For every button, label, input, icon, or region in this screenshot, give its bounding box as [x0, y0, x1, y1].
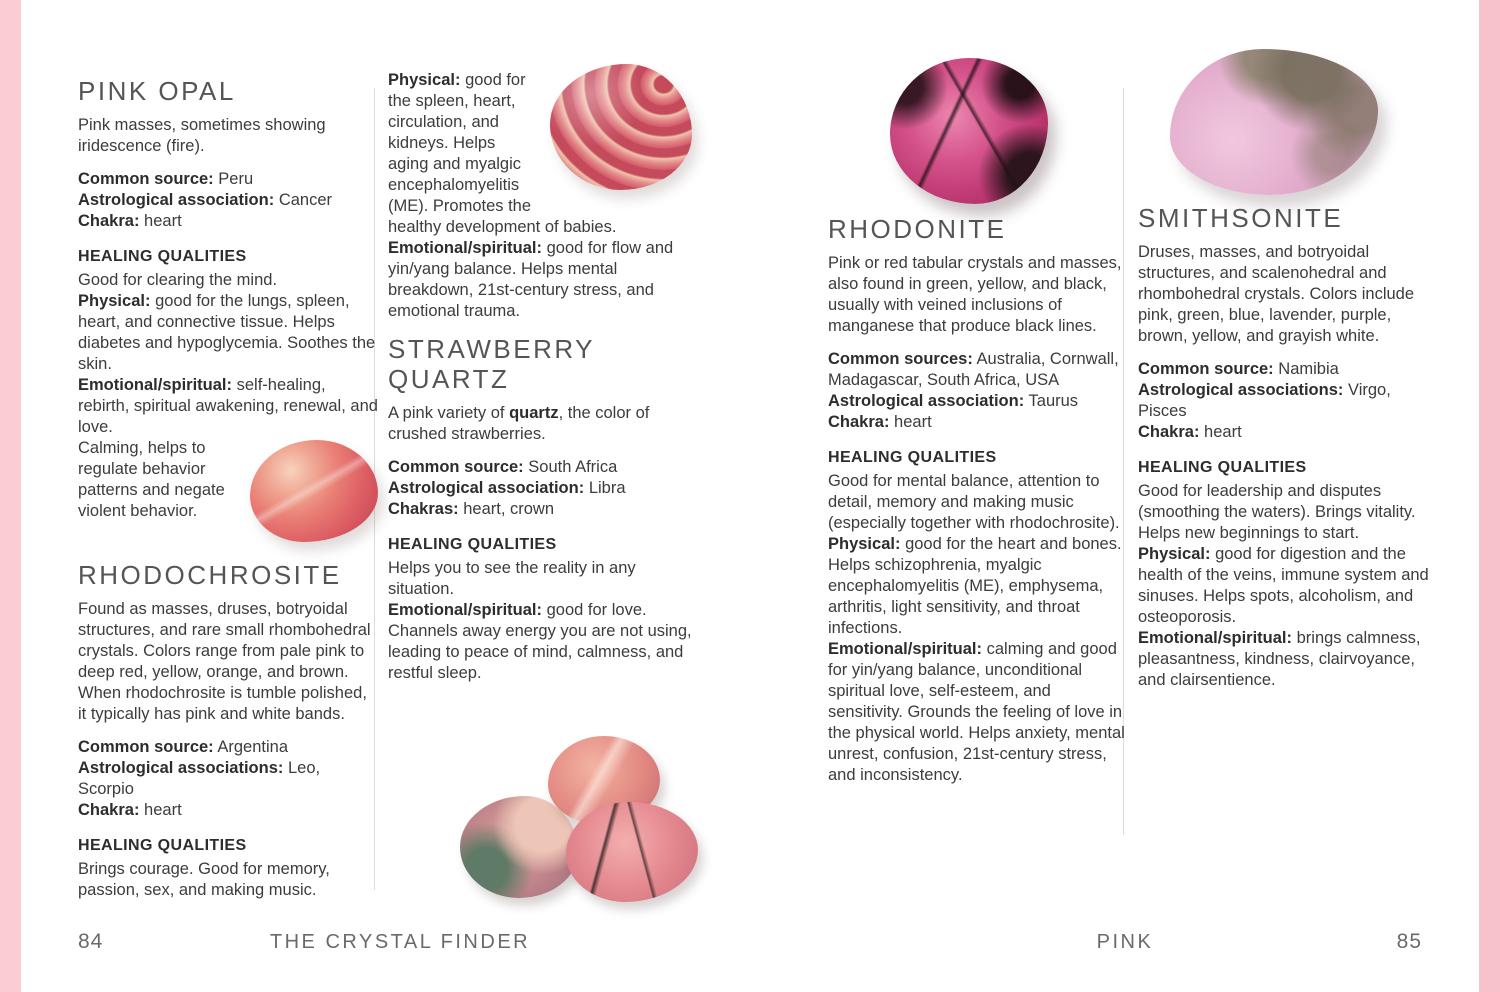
entry-title-strawberry-quartz: STRAWBERRY QUARTZ: [388, 334, 595, 394]
smithsonite-emotional: Emotional/spiritual: brings calmness, pleasantness, kindness, clairvoyance, and clairsentience.: [1138, 629, 1421, 689]
smithsonite-meta: [1138, 359, 1441, 443]
meta-astro: Astrological association: Libra: [388, 479, 626, 497]
column-1: [78, 76, 378, 901]
right-page-number: 85: [1396, 930, 1422, 953]
meta-chakra: Chakra: heart: [78, 801, 182, 819]
left-page-number: 84: [78, 930, 104, 953]
meta-common-source: Common source: Argentina: [78, 738, 289, 756]
smithsonite-description: Druses, masses, and botryoidal structures, and scalenohedral and rhombohedral crystals. Colors include pink, green, blue, lavender, purple, brown, yellow, and grayish white.: [1138, 243, 1415, 345]
column-3: [828, 52, 1125, 786]
strawberry-quartz-healing-intro: Helps you to see the reality in any situation.: [388, 559, 636, 598]
meta-chakra: Chakra: heart: [78, 212, 182, 230]
smithsonite-photo-box: [1138, 45, 1441, 203]
healing-qualities-header: HEALING QUALITIES: [388, 536, 557, 553]
meta-chakra: Chakra: heart: [828, 413, 932, 431]
entry-title-smithsonite: SMITHSONITE: [1138, 203, 1344, 233]
meta-astro: Astrological association: Cancer: [78, 191, 333, 209]
rhodochrosite-meta: [78, 737, 378, 821]
rhodonite-emotional: Emotional/spiritual: calming and good for yin/yang balance, unconditional spiritual love, self-esteem, and sensitivity. Grounds the feeling of love in the physical world. Helps anxiety, mental unrest, confusion, 21st-century stress, and inconsistency.: [828, 640, 1125, 784]
pink-opal-emotional-cont: Calming, helps to regulate behavior patterns and negate violent behavior.: [78, 438, 378, 548]
page-border-right: [1479, 0, 1500, 992]
right-page-footer: [828, 928, 1422, 956]
rhodochrosite-healing-intro: Brings courage. Good for memory, passion, sex, and making music.: [78, 860, 330, 899]
healing-qualities-header: HEALING QUALITIES: [78, 248, 247, 265]
healing-qualities-header: HEALING QUALITIES: [1138, 459, 1307, 476]
column-4: [1138, 45, 1441, 691]
pink-opal-stone-photo: [250, 440, 378, 542]
strawberry-quartz-description: A pink variety of quartz, the color of crushed strawberries.: [388, 404, 650, 443]
rhodonite-photo-box: [828, 52, 1125, 214]
rhodochrosite-description: Found as masses, druses, botryoidal structures, and rare small rhombohedral crystals. Colors range from pale pink to deep red, yellow, orange, and brown. When rhodochrosite is tumble polished, it typically has pink and white bands.: [78, 600, 371, 723]
entry-title-pink-opal: PINK OPAL: [78, 76, 236, 106]
right-running-title: PINK: [1096, 930, 1154, 953]
rhodonite-stone-photo: [890, 58, 1048, 204]
rhodochrosite-physical: Physical: good for the spleen, heart, circulation, and kidneys. Helps aging and myalgic encephalomyelitis (ME). Promotes the healthy development of babies.: [388, 70, 692, 238]
rhodonite-meta: [828, 349, 1125, 433]
page-border-left: [0, 0, 21, 992]
meta-common-source: Common source: Namibia: [1138, 360, 1339, 378]
rhodochrosite-emotional: Emotional/spiritual: good for flow and yin/yang balance. Helps mental breakdown, 21st-century stress, and emotional trauma.: [388, 239, 674, 320]
pink-opal-healing-intro: Good for clearing the mind.: [78, 271, 278, 289]
meta-astro: Astrological association: Taurus: [828, 392, 1079, 410]
rhodochrosite-group-stone-right: [566, 802, 698, 902]
pink-opal-meta: [78, 169, 378, 232]
meta-chakras: Chakras: heart, crown: [388, 500, 555, 518]
meta-astro: Astrological associations: Virgo, Pisces: [1138, 381, 1391, 420]
rhodochrosite-tumbled-stones-photo: [460, 736, 700, 914]
strawberry-quartz-emotional: Emotional/spiritual: good for love. Channels away energy you are not using, leading to peace of mind, calmness, and restful sleep.: [388, 601, 692, 682]
rhodonite-description: Pink or red tabular crystals and masses, also found in green, yellow, and black, usually with veined inclusions of manganese that produce black lines.: [828, 254, 1122, 335]
rhodochrosite-banded-stone-photo: [550, 64, 692, 190]
pink-opal-emotional: Emotional/spiritual: self-healing, rebirth, spiritual awakening, renewal, and love.: [78, 376, 378, 436]
rhodonite-physical: Physical: good for the heart and bones. Helps schizophrenia, myalgic encephalomyelitis (ME), emphysema, arthritis, light sensitivity, and throat infections.: [828, 535, 1122, 637]
left-running-title: THE CRYSTAL FINDER: [269, 930, 531, 953]
healing-qualities-header: HEALING QUALITIES: [78, 837, 247, 854]
meta-common-source: Common source: South Africa: [388, 458, 618, 476]
meta-common-sources: Common sources: Australia, Cornwall, Madagascar, South Africa, USA: [828, 350, 1119, 389]
pink-opal-physical: Physical: good for the lungs, spleen, heart, and connective tissue. Helps diabetes and hypoglycemia. Soothes the skin.: [78, 292, 376, 373]
smithsonite-physical: Physical: good for digestion and the health of the veins, immune system and sinuses. Helps spots, alcoholism, and osteoporosis.: [1138, 545, 1429, 626]
smithsonite-specimen-photo: [1170, 49, 1378, 195]
rhodochrosite-group-stone-left: [460, 796, 578, 898]
pink-opal-description: Pink masses, sometimes showing iridescence (fire).: [78, 116, 326, 155]
meta-astro: Astrological associations: Leo, Scorpio: [78, 759, 321, 798]
meta-common-source: Common source: Peru: [78, 170, 254, 188]
smithsonite-healing-intro: Good for leadership and disputes (smoothing the waters). Brings vitality. Helps new beginnings to start.: [1138, 482, 1416, 542]
healing-qualities-header: HEALING QUALITIES: [828, 449, 997, 466]
rhodonite-healing-intro: Good for mental balance, attention to detail, memory and making music (especially together with rhodochrosite).: [828, 472, 1120, 532]
entry-title-rhodochrosite: RHODOCHROSITE: [78, 560, 342, 590]
column-2: [388, 70, 692, 914]
entry-title-rhodonite: RHODONITE: [828, 214, 1007, 244]
strawberry-quartz-meta: [388, 457, 692, 520]
left-page-footer: [78, 928, 722, 956]
meta-chakra: Chakra: heart: [1138, 423, 1242, 441]
